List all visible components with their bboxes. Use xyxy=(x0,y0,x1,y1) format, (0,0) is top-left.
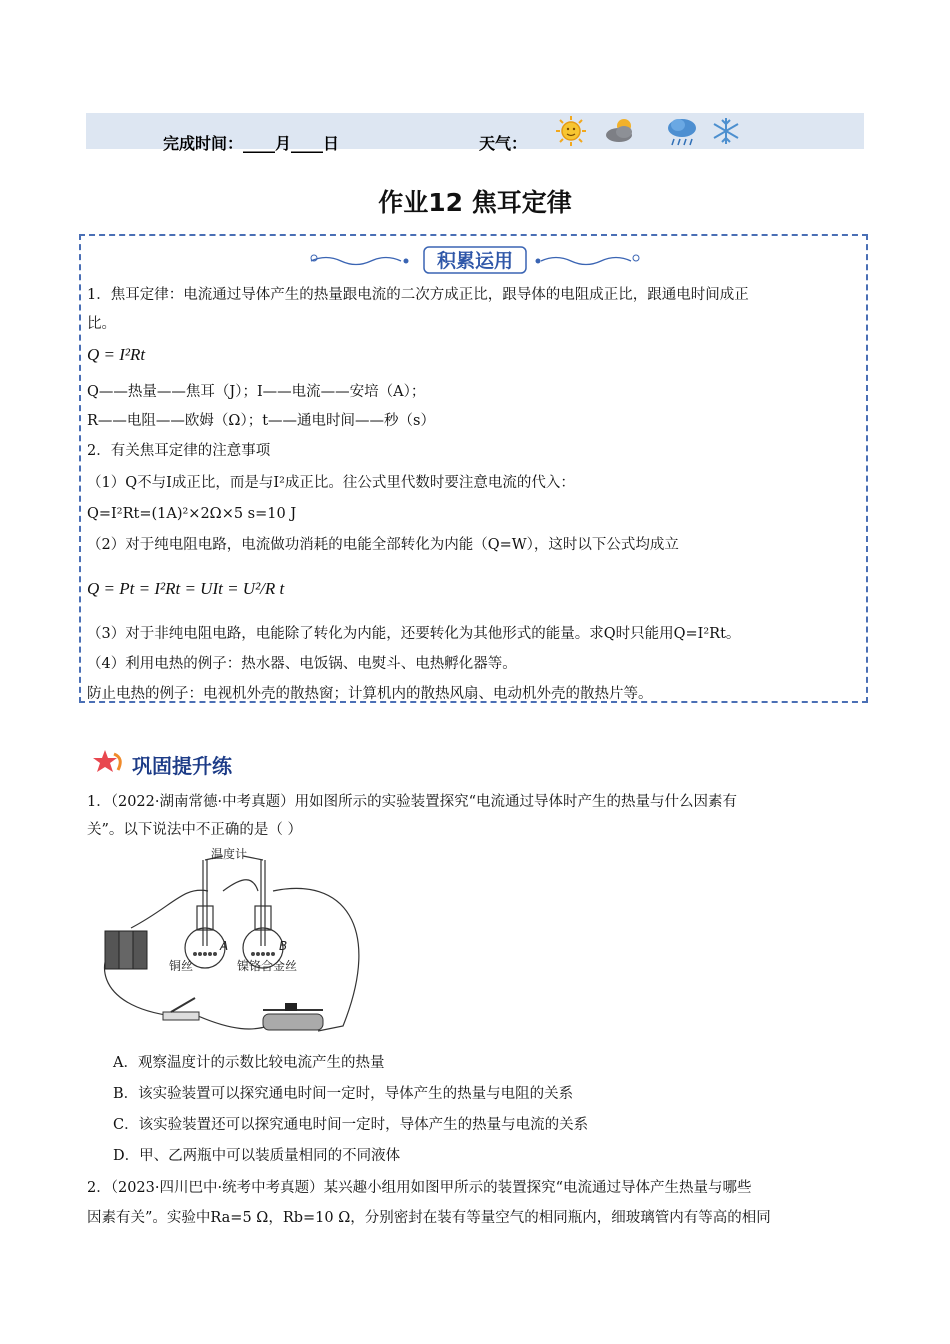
banner-text: 积累运用 xyxy=(436,250,514,272)
banner-heading xyxy=(306,244,646,276)
q1-apparatus-figure xyxy=(83,846,373,1046)
knowledge-line-10: 防止电热的例子：电视机外壳的散热窗；计算机内的散热风扇、电动机外壳的散热片等。 xyxy=(87,686,653,702)
knowledge-line-1: 1．焦耳定律：电流通过导体产生的热量跟电流的二次方成正比，跟导体的电阻成正比，跟通电时间成正 xyxy=(87,287,749,303)
knowledge-line-8: （3）对于非纯电阻电路，电能除了转化为内能，还要转化为其他形式的能量。求Q时只能用Q=I²Rt。 xyxy=(87,626,741,642)
q1-option-d: D．甲、乙两瓶中可以装质量相同的不同液体 xyxy=(113,1148,401,1164)
page-title: 作业12 焦耳定律 xyxy=(378,188,572,217)
q1-option-a: A．观察温度计的示数比较电流产生的热量 xyxy=(113,1055,385,1071)
knowledge-line-2: Q——热量——焦耳（J）；I——电流——安培（A）； xyxy=(87,384,426,400)
knowledge-line-3: R——电阻——欧姆（Ω）；t——通电时间——秒（s） xyxy=(87,413,435,429)
label-a: A xyxy=(220,939,229,953)
knowledge-line-9: （4）利用电热的例子：热水器、电饭锅、电熨斗、电热孵化器等。 xyxy=(87,656,517,672)
partly-cloudy-icon xyxy=(606,119,632,142)
switch xyxy=(163,998,199,1020)
sunny-icon xyxy=(556,116,586,146)
label-b: B xyxy=(279,939,288,953)
q1-option-c: C．该实验装置还可以探究通电时间一定时，导体产生的热量与电流的关系 xyxy=(113,1117,589,1133)
battery-pack xyxy=(105,931,147,969)
knowledge-line-5: （1）Q不与I成正比，而是与I²成正比。往公式里代数时要注意电流的代入： xyxy=(87,475,575,491)
weather-label: 天气： xyxy=(479,134,528,153)
label-nichrome: 镍铬合金丝 xyxy=(237,959,298,973)
formula-joule: Q = I²Rt xyxy=(87,345,146,364)
q1-stem-line-1: 1．（2022·湖南常德·中考真题）用如图所示的实验装置探究“电流通过导体时产生的热量与什么因素有 xyxy=(87,794,738,810)
rheostat xyxy=(263,1003,323,1030)
star-icon xyxy=(92,748,126,776)
formula-heat-forms: Q = Pt = I²Rt = UIt = U²/R t xyxy=(87,579,285,598)
q2-stem-line-2: 因素有关”。实验中Ra=5 Ω，Rb=10 Ω，分别密封在装有等量空气的相同瓶内，细玻璃管内有等高的相同 xyxy=(87,1210,771,1226)
knowledge-line-6: Q=I²Rt=(1A)²×2Ω×5 s=10 J xyxy=(87,506,297,522)
q1-stem-line-2: 关”。以下说法中不正确的是（ ） xyxy=(87,822,303,838)
weather-icons xyxy=(554,115,744,147)
section-heading: 巩固提升练 xyxy=(92,748,126,780)
q2-stem-line-1: 2．（2023·四川巴中·统考中考真题）某兴趣小组用如图甲所示的装置探究“电流通过导体产生热量与哪些 xyxy=(87,1180,752,1196)
finish-time-label: 完成时间：____月____日 xyxy=(163,134,340,153)
label-thermometer: 温度计 xyxy=(211,847,248,861)
label-copper: 铜丝 xyxy=(169,959,194,973)
rain-icon xyxy=(668,119,696,145)
knowledge-line-7: （2）对于纯电阻电路，电流做功消耗的电能全部转化为内能（Q=W），这时以下公式均成立 xyxy=(87,537,679,553)
header-bar xyxy=(86,113,864,153)
knowledge-line-4: 2．有关焦耳定律的注意事项 xyxy=(87,443,271,459)
knowledge-line-1b: 比。 xyxy=(87,316,116,332)
snowflake-icon xyxy=(714,118,738,144)
q1-option-b: B．该实验装置可以探究通电时间一定时，导体产生的热量与电阻的关系 xyxy=(113,1086,574,1102)
